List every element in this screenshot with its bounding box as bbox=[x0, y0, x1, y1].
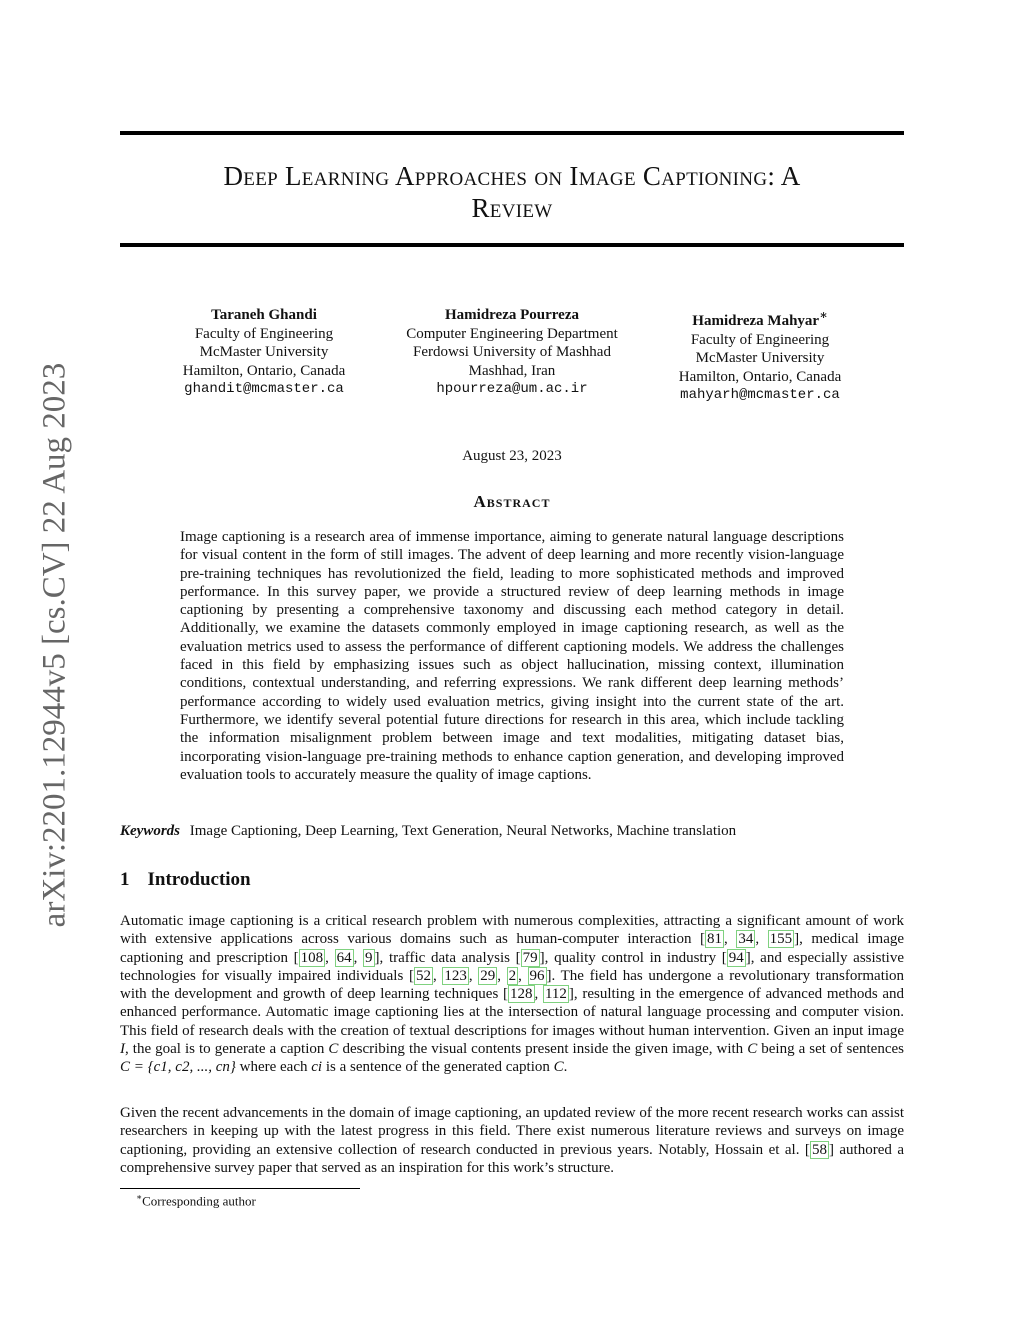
author-institution: McMaster University bbox=[695, 350, 825, 366]
citation-link[interactable]: 123 bbox=[444, 967, 467, 984]
author-2 bbox=[388, 306, 636, 405]
author-email[interactable]: mahyarh@mcmaster.ca bbox=[680, 387, 840, 403]
author-location: Hamilton, Ontario, Canada bbox=[182, 362, 346, 379]
citation-link[interactable]: 9 bbox=[365, 949, 373, 966]
text-run: ], medical image captioning and prescription [ bbox=[120, 931, 905, 966]
footnote-text: Corresponding author bbox=[142, 1193, 256, 1209]
author-1 bbox=[140, 306, 388, 405]
text-run: ], quality control in industry [ bbox=[539, 949, 727, 966]
text-run: ]. The field has undergone a revolutionary transformation with the development and growth of deep learning techniques [ bbox=[120, 967, 905, 1003]
corresponding-mark: ∗ bbox=[819, 308, 828, 322]
section-title: Introduction bbox=[147, 869, 251, 890]
text-run: is a sentence of the generated caption bbox=[322, 1059, 554, 1076]
author-institution: Ferdowsi University of Mashhad bbox=[413, 344, 611, 360]
title-line-1: Deep Learning Approaches on Image Captioning: A bbox=[223, 161, 801, 191]
citation-link[interactable]: 96 bbox=[529, 967, 545, 984]
math-symbol: I bbox=[120, 1041, 125, 1058]
citation-link[interactable]: 94 bbox=[728, 949, 744, 966]
citation-link[interactable]: 58 bbox=[811, 1141, 827, 1158]
abstract-text: Image captioning is a research area of immense importance, aiming to generate natural language descriptions for visual content in the form of still images. The advent of deep learning and more recently vision-language pre-training techniques has revolutionized the field, leading to more sophisticated methods and improved performance. In this survey paper, we provide a structured review of deep learning methods in image captioning by presenting a comprehensive taxonomy and discussing each method category in detail. Additionally, we examine the datasets commonly employed in image captioning research, as well as the evaluation metrics used to assess the performance of different captioning models. We address the challenges faced in this field by emphasizing issues such as object hallucination, missing context, illumination conditions, contextual understanding, and referring expressions. We rank different deep learning methods’ performance according to widely used evaluation metrics, giving insight into the current state of the art. Furthermore, we identify several potential future directions for research in this area, which include tackling the information misalignment problem between image and text modalities, mitigating dataset bias, incorporating vision-language pre-training methods to enhance caption generation, and developing improved evaluation tools to accurately measure the quality of image captions. bbox=[180, 529, 844, 783]
text-run: . bbox=[563, 1059, 568, 1076]
author-name: Taraneh Ghandi bbox=[211, 307, 317, 323]
text-run: being a set of sentences bbox=[757, 1041, 904, 1058]
text-run: describing the visual contents present inside the given image, with bbox=[338, 1041, 748, 1058]
arxiv-stamp: arXiv:2201.12944v5 [cs.CV] 22 Aug 2023 bbox=[36, 362, 73, 928]
citation-link[interactable]: 108 bbox=[300, 949, 324, 966]
author-location: Mashhad, Iran bbox=[468, 362, 556, 379]
author-block bbox=[140, 306, 884, 405]
text-run: ] authored a comprehensive survey paper that served as an inspiration for this work’s structure. bbox=[120, 1141, 904, 1176]
text-run: Given the recent advancements in the domain of image captioning, an updated review of the more recent research works can assist researchers in keeping up with the latest progress in this field. There exist numerous literature reviews and surveys on image captioning, providing an extensive collection of research conducted in previous years. Notably, Hossain et al. [ bbox=[120, 1105, 904, 1158]
text-run: ], resulting in the emergence of advanced methods and enhanced performance. Automatic image captioning lies at the intersection of natural language processing and computer vision. This field of research deals with the creation of textual descriptions for images without human intervention. Given an input image bbox=[120, 986, 905, 1039]
title-top-rule bbox=[120, 131, 904, 135]
publication-date: August 23, 2023 bbox=[462, 448, 562, 464]
section-number: 1 bbox=[120, 869, 130, 890]
text-run: ], traffic data analysis [ bbox=[374, 949, 521, 966]
text-run: where each bbox=[235, 1059, 312, 1076]
intro-paragraph-2 bbox=[120, 1104, 904, 1177]
section-heading-introduction bbox=[120, 869, 251, 891]
paper-title bbox=[120, 160, 904, 224]
math-symbol: C bbox=[553, 1059, 564, 1076]
citation-link[interactable]: 64 bbox=[336, 949, 352, 966]
text-run: Automatic image captioning is a critical research problem with numerous complexities, attracting a significant amount of work with extensive applications across various domains such as human-computer interaction [ bbox=[120, 913, 904, 948]
citation-link[interactable]: 2 bbox=[508, 967, 517, 984]
citation-link[interactable]: 52 bbox=[415, 967, 431, 984]
math-symbol: C bbox=[747, 1041, 758, 1058]
citation-link[interactable]: 112 bbox=[544, 986, 567, 1003]
text-run: ], and especially assistive technologies for visually impaired individuals [ bbox=[120, 949, 904, 984]
author-email[interactable]: hpourreza@um.ac.ir bbox=[436, 381, 588, 397]
footnote bbox=[136, 1192, 256, 1209]
math-symbol: ci bbox=[311, 1059, 323, 1076]
footnote-mark: ∗ bbox=[136, 1192, 143, 1202]
author-name: Hamidreza Mahyar bbox=[692, 313, 820, 329]
title-bottom-rule bbox=[120, 243, 904, 247]
abstract-heading: Abstract bbox=[473, 492, 551, 511]
math-expression: C = {c1, c2, ..., cn} bbox=[120, 1059, 236, 1076]
intro-paragraph-1: Automatic image captioning is a critical research problem with numerous complexities, attracting a significant amount of work with extensive applications across various domains such as human-computer interaction [ 81 , 34 , 155 ], medical image captioning and prescription [ 108 , 64 , 9 ], traffic data analysis [ 79 ], quality control in industry [ 94 ], and especially assistive technologies for visually impaired individuals [ 52 , 123 , 29 , 2 , 96 ]. The field has undergone a revolutionary transformation with the development and growth of deep learning techniques [ 128 , 112 ], resulting in the emergence of advanced methods and enhanced performance. Automatic image captioning lies at the intersection of natural language processing and computer vision. This field of research deals with the creation of textual descriptions for images without human intervention. Given an input image I, the goal is to generate a caption C describing the visual contents present inside the given image, with C being a set of sentences C = {c1, c2, ..., cn} where each ci is a sentence of the generated caption C. bbox=[120, 913, 905, 1076]
author-name-line bbox=[636, 306, 884, 331]
citation-link[interactable]: 128 bbox=[510, 986, 533, 1003]
keywords-line bbox=[120, 823, 904, 840]
author-department: Faculty of Engineering bbox=[194, 325, 334, 342]
author-location: Hamilton, Ontario, Canada bbox=[678, 368, 842, 385]
citation-link[interactable]: 81 bbox=[707, 931, 723, 948]
author-department: Computer Engineering Department bbox=[406, 325, 618, 342]
citation-link[interactable]: 155 bbox=[769, 931, 793, 948]
keywords-text: Image Captioning, Deep Learning, Text Generation, Neural Networks, Machine translation bbox=[189, 823, 737, 839]
author-name: Hamidreza Pourreza bbox=[445, 307, 579, 323]
citation-link[interactable]: 79 bbox=[522, 949, 538, 966]
citation-link[interactable]: 34 bbox=[738, 931, 754, 948]
keywords-label: Keywords bbox=[120, 823, 180, 839]
footnote-rule bbox=[120, 1188, 360, 1189]
citation-link[interactable]: 29 bbox=[480, 967, 496, 984]
author-department: Faculty of Engineering bbox=[690, 331, 830, 348]
text-run: , the goal is to generate a caption bbox=[125, 1041, 329, 1058]
math-symbol: C bbox=[328, 1041, 339, 1058]
author-3 bbox=[636, 306, 884, 405]
author-email[interactable]: ghandit@mcmaster.ca bbox=[184, 381, 344, 397]
author-institution: McMaster University bbox=[199, 344, 329, 360]
title-line-2: Review bbox=[471, 193, 553, 223]
